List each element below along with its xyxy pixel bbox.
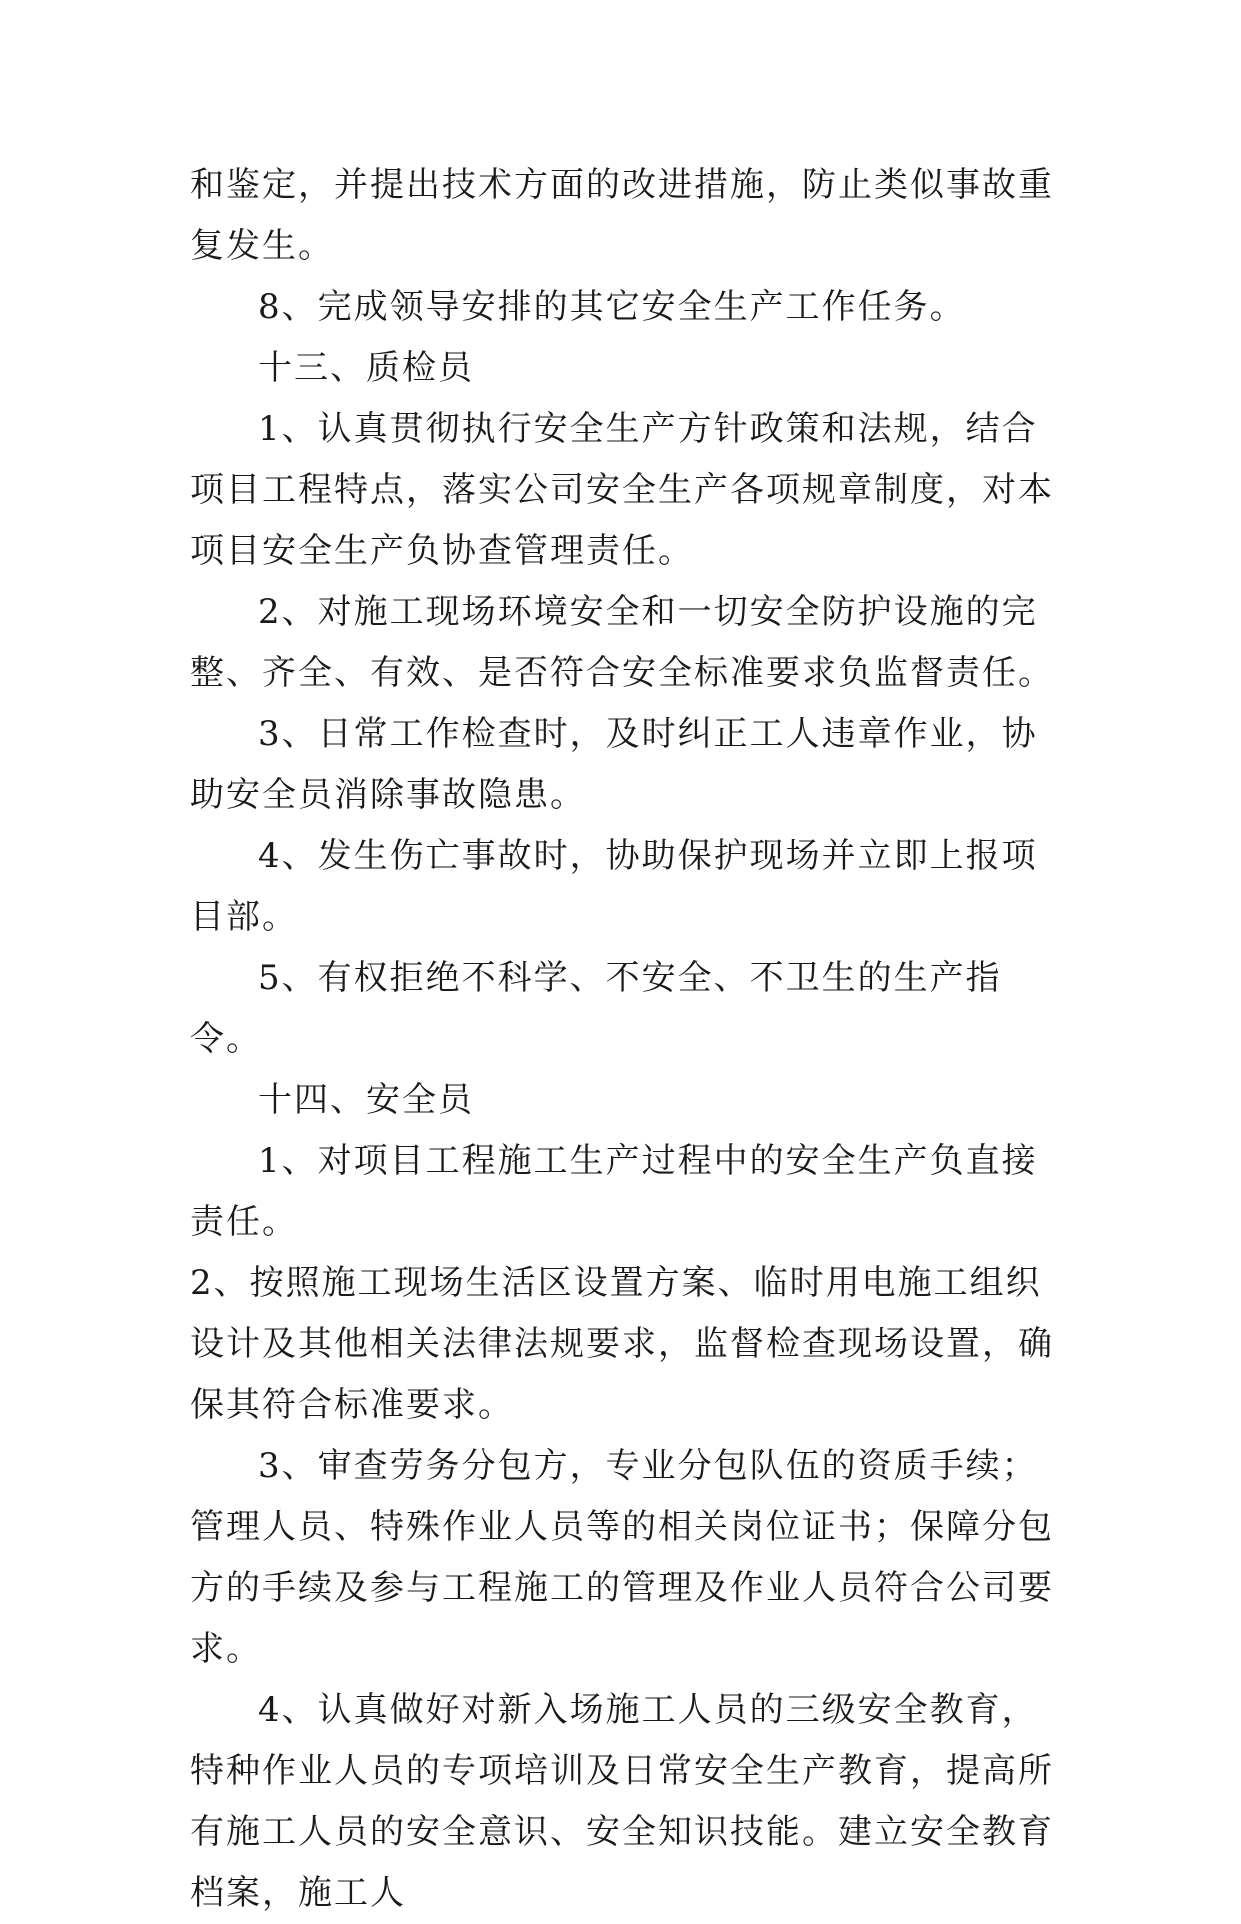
paragraph-so-item-1: 1、对项目工程施工生产过程中的安全生产负直接责任。 [190,1141,1038,1242]
section-heading-quality-inspector: 十三、质检员 [258,348,474,388]
paragraph-qi-item-1: 1、认真贯彻执行安全生产方针政策和法规，结合项目工程特点，落实公司安全生产各项规章制度，对本项目安全生产负协查管理责任。 [190,409,1054,571]
paragraph-qi-item-2: 2、对施工现场环境安全和一切安全防护设施的完整、齐全、有效、是否符合安全标准要求负监督责任。 [190,592,1054,693]
paragraph-so-item-3: 3、审查劳务分包方，专业分包队伍的资质手续；管理人员、特殊作业人员等的相关岗位证书；保障分包方的手续及参与工程施工的管理及作业人员符合公司要求。 [190,1446,1054,1669]
paragraph-qi-item-4: 4、发生伤亡事故时，协助保护现场并立即上报项目部。 [190,836,1038,937]
paragraph-qi-item-5: 5、有权拒绝不科学、不安全、不卫生的生产指令。 [190,958,1002,1059]
paragraph-continuation: 和鉴定，并提出技术方面的改进措施，防止类似事故重复发生。 [190,165,1054,266]
document-body [190,155,1070,1924]
paragraph-so-item-2: 2、按照施工现场生活区设置方案、临时用电施工组织设计及其他相关法律法规要求，监督检查现场设置，确保其符合标准要求。 [190,1263,1054,1425]
paragraph-item-8: 8、完成领导安排的其它安全生产工作任务。 [258,287,966,327]
paragraph-so-item-4: 4、认真做好对新入场施工人员的三级安全教育，特种作业人员的专项培训及日常安全生产教育，提高所有施工人员的安全意识、安全知识技能。建立安全教育档案，施工人 [190,1690,1054,1913]
section-heading-safety-officer: 十四、安全员 [258,1080,474,1120]
paragraph-qi-item-3: 3、日常工作检查时，及时纠正工人违章作业，协助安全员消除事故隐患。 [190,714,1038,815]
